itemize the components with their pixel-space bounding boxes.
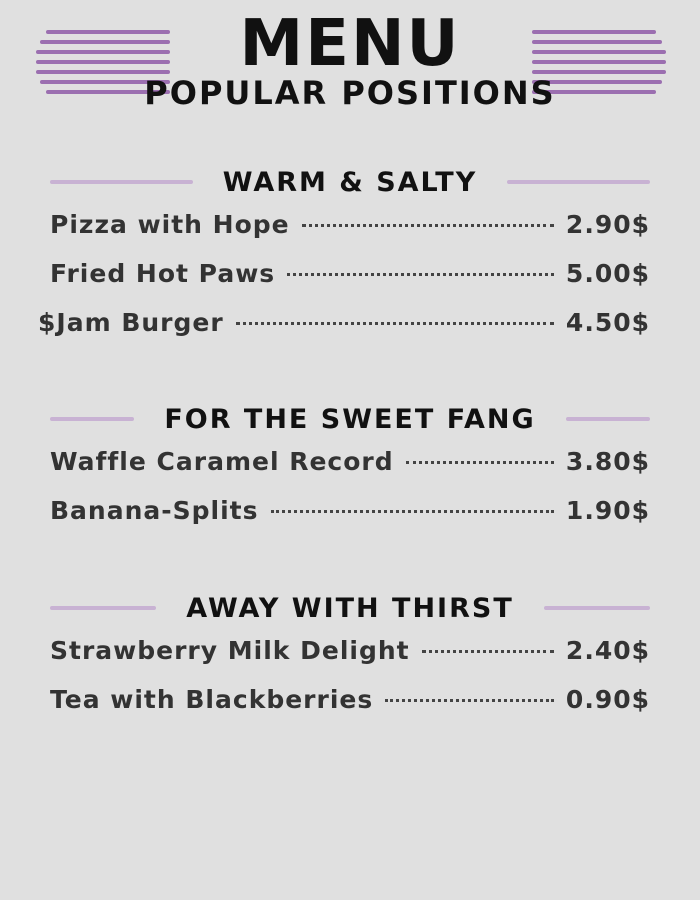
- item-name: Tea with Blackberries: [50, 685, 374, 714]
- section-header: [50, 590, 650, 626]
- dot-leader: [422, 650, 554, 653]
- dot-leader: [406, 461, 554, 464]
- section-heading: AWAY WITH THIRST: [186, 592, 514, 624]
- item-price: 4.50$: [565, 308, 650, 337]
- section-rule-right: [566, 417, 650, 421]
- item-name: $Jam Burger: [38, 308, 224, 337]
- menu-item: [50, 210, 650, 259]
- menu-item: [50, 685, 650, 734]
- dot-leader: [302, 224, 554, 227]
- item-price: 5.00$: [565, 259, 650, 288]
- section-heading: FOR THE SWEET FANG: [164, 403, 536, 435]
- menu-item: [50, 447, 650, 496]
- section-warm-salty: [38, 164, 650, 357]
- item-price: 2.90$: [565, 210, 650, 239]
- menu-item: [38, 308, 650, 357]
- item-name: Pizza with Hope: [50, 210, 290, 239]
- section-header: [50, 164, 650, 200]
- dot-leader: [271, 510, 554, 513]
- item-price: 1.90$: [565, 496, 650, 525]
- item-price: 0.90$: [565, 685, 650, 714]
- section-sweet-fang: [50, 401, 650, 545]
- item-name: Fried Hot Paws: [50, 259, 276, 288]
- item-price: 3.80$: [565, 447, 650, 476]
- section-rule-left: [50, 180, 193, 184]
- menu-item: [50, 259, 650, 308]
- section-away-thirst: [50, 590, 650, 734]
- item-name: Strawberry Milk Delight: [50, 636, 410, 665]
- section-rule-right: [507, 180, 650, 184]
- dot-leader: [287, 273, 554, 276]
- section-rule-left: [50, 417, 134, 421]
- item-name: Banana-Splits: [50, 496, 259, 525]
- menu-subtitle: POPULAR POSITIONS: [144, 74, 556, 112]
- item-price: 2.40$: [565, 636, 650, 665]
- menu-item: [50, 496, 650, 545]
- section-rule-left: [50, 606, 156, 610]
- section-heading: WARM & SALTY: [222, 166, 478, 198]
- dot-leader: [385, 699, 554, 702]
- item-name: Waffle Caramel Record: [50, 447, 394, 476]
- section-rule-right: [544, 606, 650, 610]
- menu-title: MENU: [239, 7, 461, 81]
- dot-leader: [236, 322, 554, 325]
- menu-item: [50, 636, 650, 685]
- section-header: [50, 401, 650, 437]
